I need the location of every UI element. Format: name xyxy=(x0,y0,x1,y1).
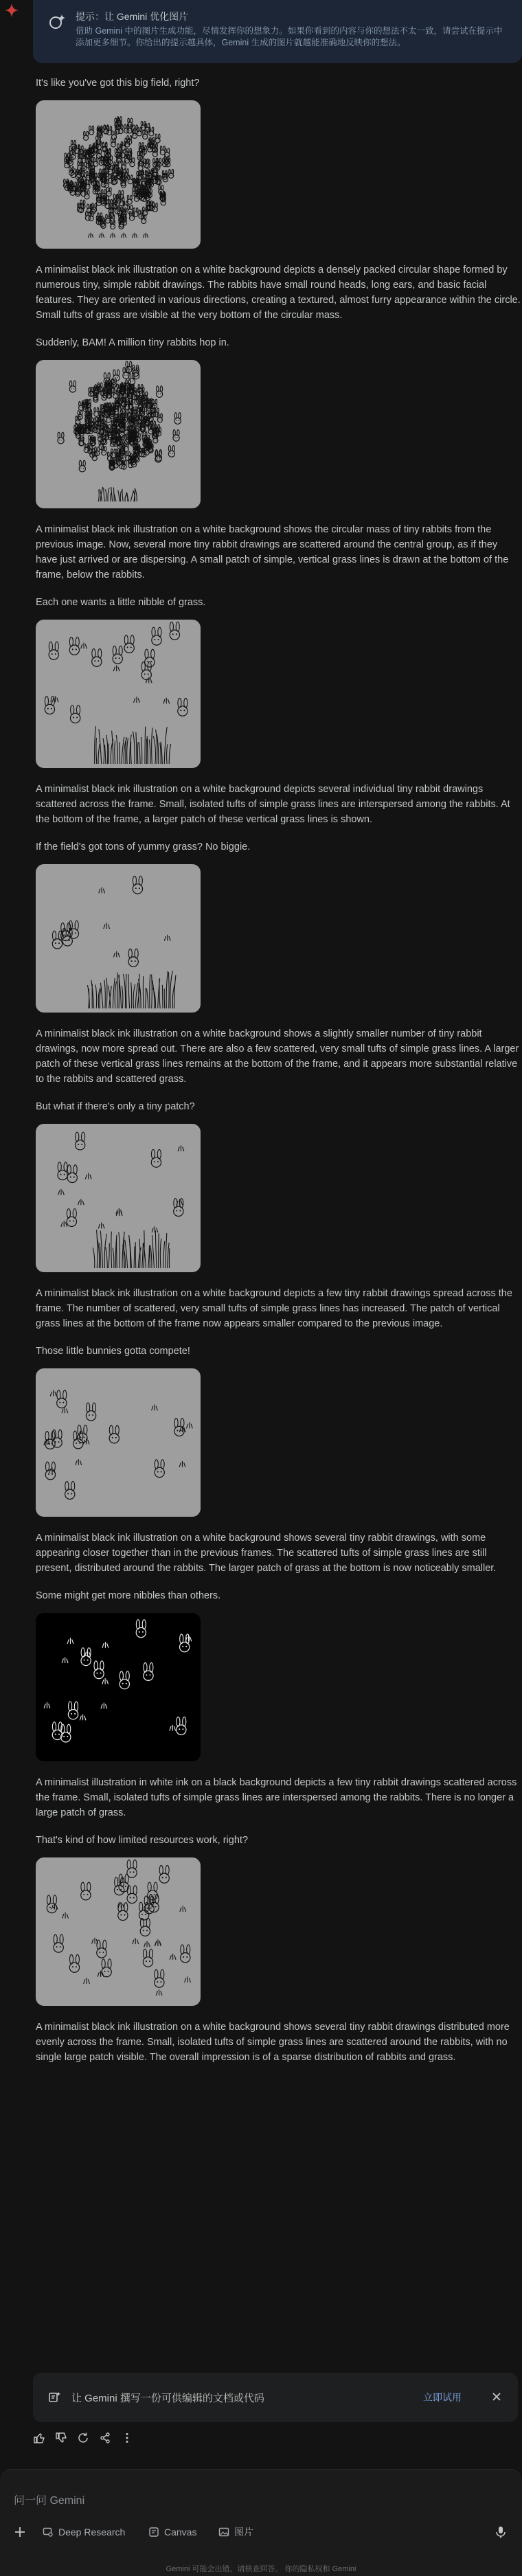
try-now-link[interactable]: 立即试用 xyxy=(423,2392,462,2403)
image-description: A minimalist black ink illustration on a white background shows the circular mass of tiny rabbits from the previous image. Now, several more tiny rabbit drawings are scattered around the central group, as if they have just arrived or are dispersing. A small patch of simple, vertical grass lines is drawn at the bottom of the frame, below the rabbits. xyxy=(36,524,509,580)
response-block xyxy=(36,1344,521,1576)
plus-icon[interactable] xyxy=(12,2524,27,2540)
canvas-button[interactable] xyxy=(148,2524,196,2540)
image-description: A minimalist black ink illustration on a white background shows a slightly smaller number of tiny rabbit drawings, now more spread out. There are also a few scattered, very small tufts of simple grass lines. A larger patch of these vertical grass lines remains at the bottom of the frame, and it appears more substantial relative to the rabbits and scattered grass. xyxy=(36,1028,519,1085)
story-line: It's like you've got this big field, right? xyxy=(36,78,200,89)
response-block xyxy=(36,335,521,583)
thumb-up-icon[interactable] xyxy=(33,2432,45,2444)
image-description: A minimalist black ink illustration on a white background depicts several individual tiny rabbit drawings scattered across the frame. Small, isolated tufts of simple grass lines are interspersed among the rabbits. At the bottom of the frame, a larger patch of these vertical grass lines is shown. xyxy=(36,784,510,825)
story-line: Some might get more nibbles than others. xyxy=(36,1590,221,1601)
tip-body: 借助 Gemini 中的图片生成功能，尽情发挥你的想象力。如果你看到的内容与你的想法不太一致，请尝试在提示中添加更多细节。你给出的提示越具体，Gemini 生成的图片就越能准确地反映你的想法。 xyxy=(76,26,503,47)
image-sparkle-icon xyxy=(47,12,67,33)
story-line: That's kind of how limited resources work, right? xyxy=(36,1835,249,1846)
response-block xyxy=(36,1833,521,2065)
generated-image[interactable] xyxy=(36,1613,201,1761)
tip-banner xyxy=(33,0,522,63)
response-block xyxy=(36,1588,521,1820)
generated-image[interactable] xyxy=(36,1368,201,1517)
canvas-tip-card xyxy=(33,2373,518,2422)
more-icon[interactable] xyxy=(121,2432,133,2444)
story-line: But what if there's only a tiny patch? xyxy=(36,1101,195,1112)
deep-research-button[interactable] xyxy=(43,2524,125,2540)
image-description: A minimalist illustration in white ink on a black background depicts a few tiny rabbit drawings scattered across the frame. Small, isolated tufts of simple grass lines are interspersed among the rabbits. There is no longer a large patch of grass. xyxy=(36,1777,517,1818)
conversation xyxy=(36,76,521,2077)
disclaimer: Gemini 可能会出错，请核查回答。 你的隐私权和 Gemini xyxy=(166,2565,356,2573)
response-actions xyxy=(33,2430,133,2446)
response-block xyxy=(36,76,521,323)
generated-image[interactable] xyxy=(36,100,201,249)
image-description: A minimalist black ink illustration on a white background shows several tiny rabbit drawings distributed more evenly across the frame. Small, isolated tufts of simple grass lines are scattered around the rabbits, with no single large patch visible. The overall impression is of a sparse distribution of rabbits and grass. xyxy=(36,2022,510,2063)
few-rabbits-big-grass-illustration xyxy=(36,864,201,1013)
response-block xyxy=(36,839,521,1087)
close-icon[interactable] xyxy=(489,2389,504,2404)
competing-rabbits-illustration xyxy=(36,1368,201,1517)
canvas-tool-icon xyxy=(148,2527,159,2538)
generated-image[interactable] xyxy=(36,864,201,1013)
tip-title: 提示：让 Gemini 优化图片 xyxy=(76,11,189,22)
composer xyxy=(0,2469,522,2576)
image-icon xyxy=(218,2527,229,2538)
rabbit-mass-with-grass-illustration xyxy=(36,360,201,508)
rabbit-ball-illustration xyxy=(36,100,201,249)
white-rabbits-on-black-illustration xyxy=(36,1613,201,1761)
gemini-sparkle-icon xyxy=(4,3,19,18)
response-block xyxy=(36,1099,521,1331)
story-line: Suddenly, BAM! A million tiny rabbits hop in. xyxy=(36,337,229,348)
even-rabbits-illustration xyxy=(36,1857,201,2006)
prompt-input[interactable]: 问一问 Gemini xyxy=(14,2495,85,2507)
image-label: 图片 xyxy=(234,2527,253,2538)
story-line: Those little bunnies gotta compete! xyxy=(36,1346,190,1357)
generated-image[interactable] xyxy=(36,360,201,508)
scattered-rabbits-illustration xyxy=(36,620,201,768)
regenerate-icon[interactable] xyxy=(77,2432,89,2444)
deep-research-icon xyxy=(43,2527,54,2538)
thumb-down-icon[interactable] xyxy=(55,2432,67,2444)
story-line: Each one wants a little nibble of grass. xyxy=(36,597,206,608)
canvas-icon xyxy=(48,2391,60,2404)
canvas-tip-text: 让 Gemini 撰写一份可供编辑的文档或代码 xyxy=(71,2393,264,2404)
share-icon[interactable] xyxy=(99,2432,111,2444)
generated-image[interactable] xyxy=(36,1857,201,2006)
image-description: A minimalist black ink illustration on a white background depicts a few tiny rabbit drawings spread across the frame. The number of scattered, very small tufts of simple grass lines has increased. The patch of vertical grass lines at the bottom of the frame now appears smaller compared to the previous image. xyxy=(36,1288,512,1329)
response-block xyxy=(36,595,521,827)
canvas-label: Canvas xyxy=(164,2527,197,2538)
image-description: A minimalist black ink illustration on a white background shows several tiny rabbit drawings, with some appearing closer together than in the previous frames. The scattered tufts of simple grass lines are still present, distributed around the rabbits. The larger patch of grass at the bottom is now noticeably smaller. xyxy=(36,1533,497,1574)
rabbits-small-patch-illustration xyxy=(36,1124,201,1272)
image-button[interactable] xyxy=(218,2524,253,2540)
generated-image[interactable] xyxy=(36,620,201,768)
deep-research-label: Deep Research xyxy=(58,2527,126,2538)
story-line: If the field's got tons of yummy grass? No biggie. xyxy=(36,841,251,852)
microphone-icon[interactable] xyxy=(493,2524,508,2540)
generated-image[interactable] xyxy=(36,1124,201,1272)
image-description: A minimalist black ink illustration on a white background depicts a densely packed circular shape formed by numerous tiny, simple rabbit drawings. The rabbits have small round heads, long ears, and basic facial features. They are oriented in various directions, creating a textured, almost furry appearance within the circle. Small tufts of grass are visible at the very bottom of the circular mass. xyxy=(36,264,521,321)
